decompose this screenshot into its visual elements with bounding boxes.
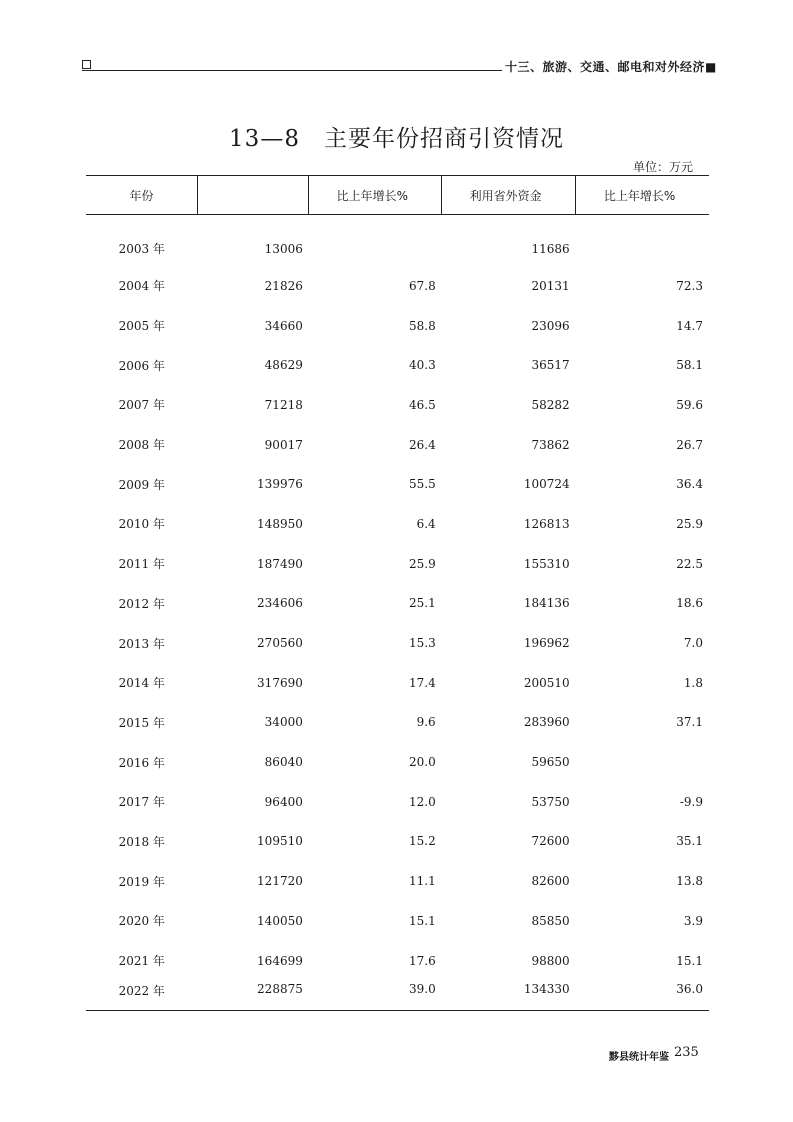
total-growth-cell: 15.1 (408, 913, 436, 928)
table-row (86, 306, 709, 346)
external-funds-cell: 53750 (531, 794, 570, 809)
total-growth-cell: 58.8 (408, 318, 436, 333)
external-growth-cell: 22.5 (676, 556, 703, 571)
year-cell: 2014 年 (118, 676, 165, 691)
table-row (86, 464, 709, 504)
total-growth-cell: 6.4 (416, 516, 436, 531)
year-cell: 2017 年 (118, 795, 165, 810)
year-cell: 2011 年 (118, 557, 165, 572)
external-growth-cell: 72.3 (676, 278, 703, 293)
total-growth-cell (309, 215, 442, 267)
total-growth-cell: 12.0 (408, 794, 436, 809)
total-growth-cell: 67.8 (408, 278, 436, 293)
total-cell: 71218 (264, 397, 303, 412)
total-cell: 139976 (257, 477, 303, 492)
total-cell: 140050 (257, 913, 303, 928)
table-row (86, 703, 709, 743)
external-funds-cell: 100724 (523, 477, 570, 492)
total-growth-cell: 17.6 (408, 953, 436, 968)
table-row (86, 215, 709, 267)
total-growth-cell: 55.5 (408, 477, 436, 492)
total-growth-cell: 25.1 (408, 596, 436, 611)
external-funds-cell: 155310 (523, 556, 570, 571)
external-growth-cell: 13.8 (676, 874, 703, 889)
external-funds-cell: 72600 (531, 834, 570, 849)
table-row (86, 782, 709, 822)
total-cell: 109510 (257, 834, 303, 849)
col-header-total (198, 176, 309, 215)
table-row (86, 941, 709, 981)
external-funds-cell: 58282 (531, 397, 570, 412)
external-growth-cell: 26.7 (676, 437, 703, 452)
col-header-total-growth: 比上年增长% (309, 176, 442, 215)
table-row (86, 980, 709, 1011)
col-header-year: 年份 (86, 176, 198, 215)
external-growth-cell: 14.7 (676, 318, 703, 333)
total-growth-cell: 25.9 (408, 556, 436, 571)
external-funds-cell: 82600 (531, 874, 570, 889)
table-row (86, 584, 709, 624)
year-cell: 2008 年 (118, 438, 165, 453)
year-cell: 2004 年 (118, 279, 165, 294)
external-growth-cell: 3.9 (683, 913, 703, 928)
investment-table (86, 175, 709, 1011)
total-cell: 21826 (264, 278, 303, 293)
col-header-external-growth: 比上年增长% (576, 176, 709, 215)
external-funds-cell: 73862 (531, 437, 570, 452)
external-funds-cell: 283960 (523, 715, 570, 730)
total-growth-cell: 17.4 (408, 675, 436, 690)
total-cell: 164699 (257, 953, 303, 968)
year-cell: 2020 年 (118, 914, 165, 929)
external-growth-cell: 36.0 (576, 980, 709, 1011)
external-growth-cell: 35.1 (676, 834, 703, 849)
unit-label: 单位：万元 (632, 160, 693, 174)
col-header-external-funds: 利用省外资金 (442, 176, 576, 215)
total-cell: 90017 (264, 437, 303, 452)
table-row (86, 742, 709, 782)
table-row (86, 385, 709, 425)
table-row (86, 901, 709, 941)
external-funds-cell: 59650 (531, 755, 570, 770)
year-cell: 2013 年 (118, 636, 165, 651)
total-growth-cell: 9.6 (416, 715, 436, 730)
footer-book-name: 黟县统计年鉴 (609, 1052, 669, 1063)
total-growth-cell: 26.4 (408, 437, 436, 452)
year-cell: 2009 年 (118, 477, 165, 492)
total-cell: 48629 (264, 358, 303, 373)
external-funds-cell: 200510 (523, 675, 570, 690)
page-title: 13—8 主要年份招商引资情况 (229, 126, 564, 152)
external-growth-cell: 37.1 (676, 715, 703, 730)
total-growth-cell: 40.3 (408, 358, 436, 373)
external-growth-cell (576, 742, 709, 782)
total-cell: 228875 (198, 980, 309, 1011)
total-cell: 13006 (264, 241, 303, 256)
total-growth-cell: 15.3 (408, 636, 436, 651)
external-funds-cell: 98800 (531, 953, 570, 968)
year-cell: 2016 年 (118, 755, 165, 770)
year-cell: 2010 年 (118, 517, 165, 532)
table-row (86, 345, 709, 385)
total-growth-cell: 46.5 (408, 397, 436, 412)
external-growth-cell (576, 215, 709, 267)
total-cell: 234606 (257, 596, 303, 611)
year-cell: 2019 年 (118, 874, 165, 889)
year-cell: 2022 年 (86, 980, 198, 1011)
total-cell: 187490 (257, 556, 303, 571)
table-row (86, 822, 709, 862)
total-cell: 34660 (264, 318, 303, 333)
year-cell: 2015 年 (118, 715, 165, 730)
table-row (86, 266, 709, 306)
chapter-header: 十三、旅游、交通、邮电和对外经济■ (505, 60, 717, 74)
external-funds-cell: 126813 (523, 516, 570, 531)
external-growth-cell: 18.6 (676, 596, 703, 611)
table-row (86, 425, 709, 465)
external-growth-cell: 58.1 (676, 358, 703, 373)
table-header-row (86, 176, 709, 215)
external-growth-cell: 1.8 (683, 675, 703, 690)
total-cell: 121720 (257, 874, 303, 889)
external-growth-cell: -9.9 (679, 794, 703, 809)
external-funds-cell: 196962 (523, 636, 570, 651)
year-cell: 2005 年 (118, 319, 165, 334)
total-growth-cell: 20.0 (408, 755, 436, 770)
external-funds-cell: 85850 (531, 913, 570, 928)
total-cell: 86040 (264, 755, 303, 770)
external-growth-cell: 25.9 (676, 516, 703, 531)
total-cell: 270560 (257, 636, 303, 651)
total-cell: 34000 (264, 715, 303, 730)
total-growth-cell: 15.2 (408, 834, 436, 849)
total-cell: 148950 (257, 516, 303, 531)
external-funds-cell: 11686 (531, 241, 570, 256)
header-box-icon (82, 60, 91, 69)
table-row (86, 623, 709, 663)
year-cell: 2006 年 (118, 358, 165, 373)
external-funds-cell: 36517 (531, 358, 570, 373)
page-number: 235 (674, 1045, 699, 1060)
total-cell: 317690 (257, 675, 303, 690)
table-row (86, 504, 709, 544)
external-growth-cell: 59.6 (676, 397, 703, 412)
table-row (86, 663, 709, 703)
external-funds-cell: 184136 (523, 596, 570, 611)
year-cell: 2012 年 (118, 596, 165, 611)
year-cell: 2018 年 (118, 834, 165, 849)
external-growth-cell: 15.1 (676, 953, 703, 968)
year-cell: 2003 年 (118, 242, 165, 256)
external-growth-cell: 7.0 (683, 636, 703, 651)
external-funds-cell: 23096 (531, 318, 570, 333)
table-row (86, 544, 709, 584)
year-cell: 2007 年 (118, 398, 165, 413)
total-cell: 96400 (264, 794, 303, 809)
total-growth-cell: 39.0 (309, 980, 442, 1011)
year-cell: 2021 年 (118, 954, 165, 969)
external-funds-cell: 20131 (531, 278, 570, 293)
external-funds-cell: 134330 (442, 980, 576, 1011)
external-growth-cell: 36.4 (676, 477, 703, 492)
header-rule (82, 70, 502, 71)
total-growth-cell: 11.1 (408, 874, 436, 889)
table-row (86, 861, 709, 901)
